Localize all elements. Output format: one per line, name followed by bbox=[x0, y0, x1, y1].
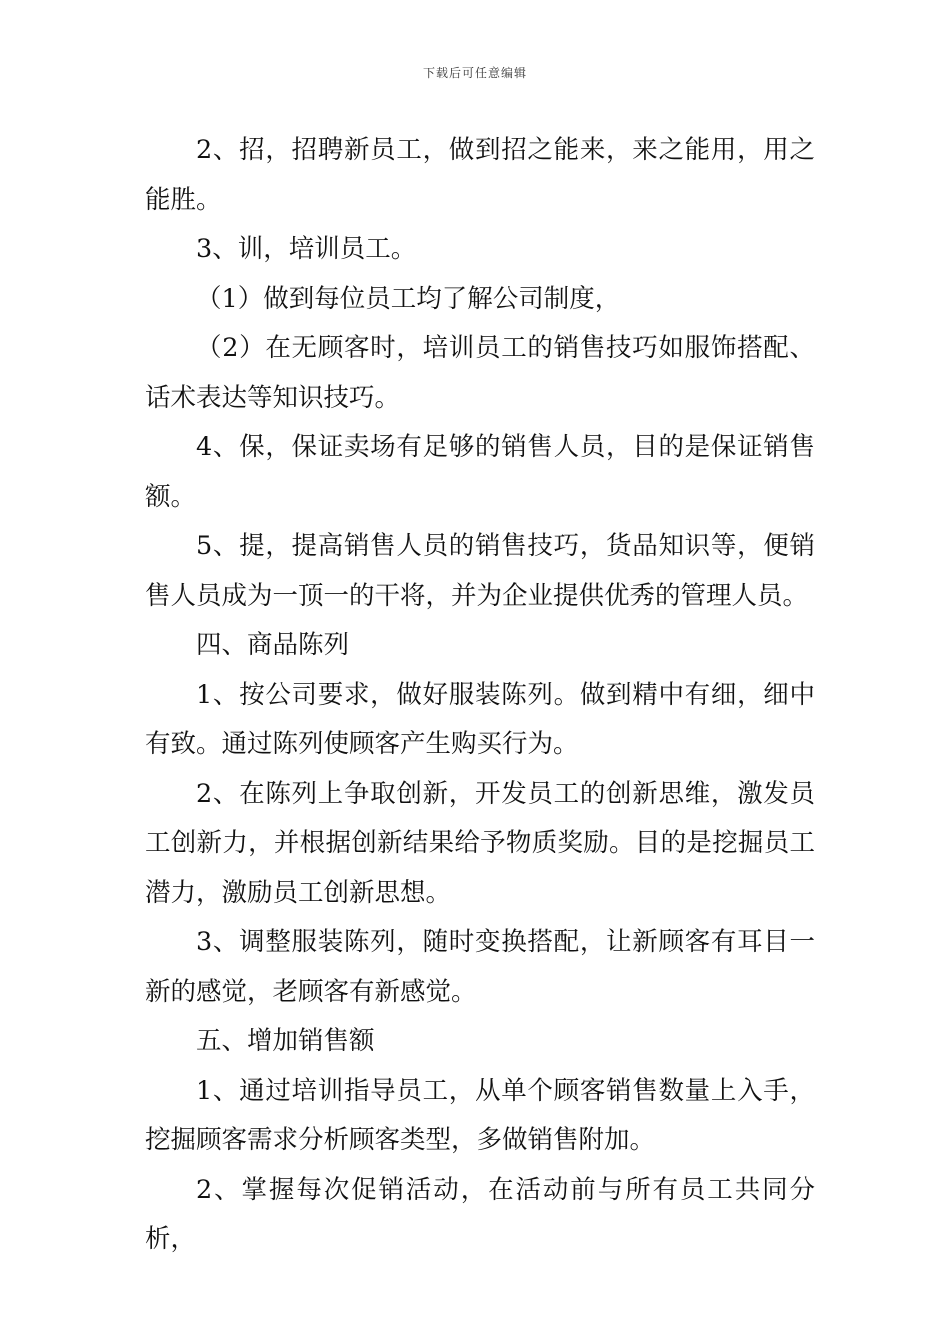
paragraph-display-1: 1、按公司要求，做好服装陈列。做到精中有细，细中有致。通过陈列使顾客产生购买行为。 bbox=[145, 679, 815, 759]
paragraph-improve: 5、提，提高销售人员的销售技巧，货品知识等，便销售人员成为一顶一的干将，并为企业提供优秀的管理人员。 bbox=[145, 531, 815, 611]
paragraph-train-item-2: （2）在无顾客时，培训员工的销售技巧如服饰搭配、话术表达等知识技巧。 bbox=[145, 333, 815, 413]
paragraph-guarantee: 4、保，保证卖场有足够的销售人员，目的是保证销售额。 bbox=[145, 432, 815, 512]
paragraph-display-3: 3、调整服装陈列，随时变换搭配，让新顾客有耳目一新的感觉，老顾客有新感觉。 bbox=[145, 927, 815, 1007]
paragraph-train-item-1: （1）做到每位员工均了解公司制度， bbox=[196, 283, 621, 314]
document-body bbox=[145, 126, 815, 1265]
paragraph-sales-1: 1、通过培训指导员工，从单个顾客销售数量上入手，挖掘顾客需求分析顾客类型，多做销售附加。 bbox=[145, 1075, 815, 1155]
paragraph-sales-2: 2、掌握每次促销活动，在活动前与所有员工共同分析， bbox=[145, 1174, 815, 1254]
paragraph-train: 3、训，培训员工。 bbox=[196, 234, 417, 264]
header-note: 下载后可任意编辑 bbox=[422, 66, 527, 80]
section-heading-display: 四、商品陈列 bbox=[196, 630, 350, 660]
paragraph-recruit: 2、招，招聘新员工，做到招之能来，来之能用，用之能胜。 bbox=[145, 135, 815, 215]
paragraph-display-2: 2、在陈列上争取创新，开发员工的创新思维，激发员工创新力，并根据创新结果给予物质奖励。目的是挖掘员工潜力，激励员工创新思想。 bbox=[145, 778, 815, 908]
section-heading-sales: 五、增加销售额 bbox=[196, 1026, 375, 1056]
